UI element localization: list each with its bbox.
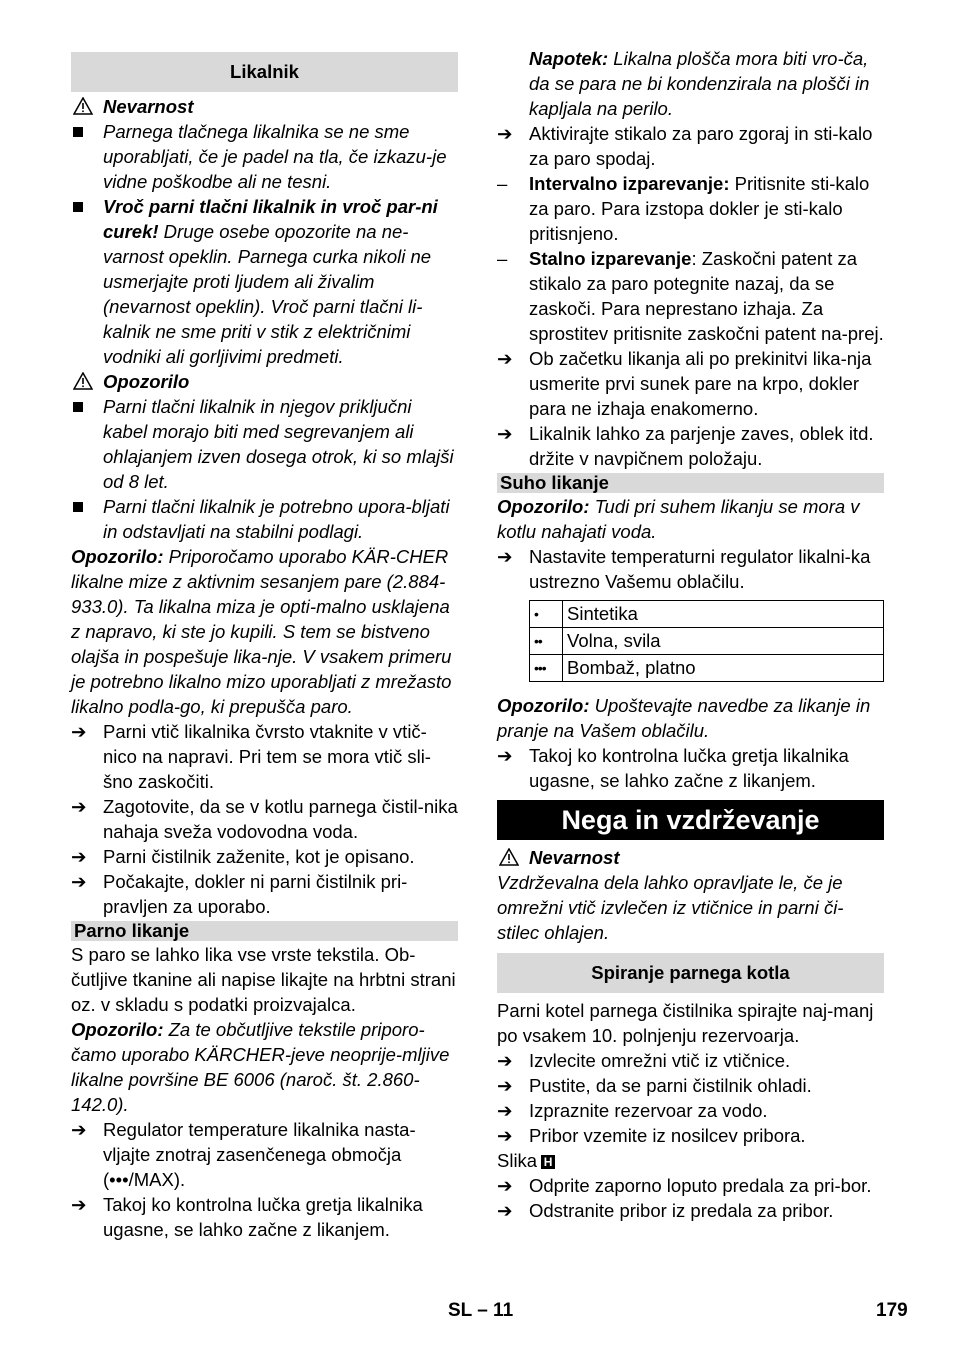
- bullet-text: Parni tlačni likalnik in njegov priključni kabel morajo biti med segrevanjem ali ohlajanjem izven dosega otrok, ki so mlajši od 8 let.: [103, 396, 454, 492]
- step-item: [497, 1198, 884, 1223]
- chapter-heading-nega: Nega in vzdrževanje: [497, 800, 884, 840]
- dash-bullet-icon: –: [497, 248, 508, 269]
- step-text: Počakajte, dokler ni parni čistilnik pri-pravljen za uporabo.: [103, 871, 408, 917]
- dash-text: : Zaskočni patent za stikalo za paro potegnite nazaj, da se zaskoči. Para neprestano izhaja. Za sprostitev pritisnite zaskočni patent na-prej.: [529, 248, 884, 344]
- bullet-text: Druge osebe opozorite na ne-varnost opeklin. Parnega curka nikoli ne usmerjajte proti ljudem ali živalim (nevarnost opeklin). Vroč parni tlačni li-kalnik ne sme priti v stik z električnimi vodniki ali gorljivimi predmeti.: [103, 221, 432, 367]
- step-item: [497, 121, 884, 171]
- step-text: Likalnik lahko za parjenje zaves, oblek itd. držite v navpičnem položaju.: [529, 423, 874, 469]
- page-label: SL – 11: [448, 1300, 514, 1321]
- danger-notice: [71, 94, 458, 119]
- right-column: [497, 46, 884, 1223]
- dash-item: [497, 171, 884, 246]
- arrow-right-icon: ➔: [71, 871, 87, 892]
- square-bullet-icon: [71, 194, 99, 219]
- step-item: [497, 1123, 884, 1148]
- bullet-item: [71, 394, 458, 494]
- step-text: Parni vtič likalnika čvrsto vtaknite v vtič-nico na napravi. Pri tem se mora vtič sli-šno zaskočiti.: [103, 721, 431, 792]
- note-text: Upoštevajte navedbe za likanje in pranje na Vašem oblačilu.: [497, 695, 871, 741]
- arrow-right-icon: ➔: [71, 1119, 87, 1140]
- dash-bold-text: Intervalno izparevanje:: [529, 173, 730, 194]
- table-cell-label: Bombaž, platno: [563, 655, 884, 682]
- figure-letter-badge: H: [541, 1155, 555, 1169]
- figure-reference: [497, 1148, 884, 1173]
- dash-bold-text: Stalno izparevanje: [529, 248, 692, 269]
- bullet-item: [71, 194, 458, 369]
- dash-item: [497, 246, 884, 346]
- step-text: Aktivirajte stikalo za paro zgoraj in sti-kalo za paro spodaj.: [529, 123, 873, 169]
- danger-notice: [497, 845, 884, 870]
- left-column: [71, 52, 458, 1242]
- warning-label: Opozorilo: [103, 371, 190, 392]
- arrow-right-icon: ➔: [497, 423, 513, 444]
- arrow-right-icon: ➔: [497, 1075, 513, 1096]
- dash-bullet-icon: –: [497, 173, 508, 194]
- table-row: [530, 628, 884, 655]
- step-item: [497, 743, 884, 793]
- temperature-table: [529, 600, 884, 682]
- arrow-right-icon: ➔: [497, 745, 513, 766]
- warning-triangle-icon: [73, 372, 93, 390]
- step-text: Izpraznite rezervoar za vodo.: [529, 1100, 768, 1121]
- step-text: Pustite, da se parni čistilnik ohladi.: [529, 1075, 812, 1096]
- step-text: Regulator temperature likalnika nasta-vljajte znotraj zasenčenega območja (•••/MAX).: [103, 1119, 416, 1190]
- step-item: [71, 1117, 458, 1192]
- step-text: Takoj ko kontrolna lučka gretja likalnika ugasne, se lahko začne z likanjem.: [529, 745, 849, 791]
- warning-triangle-icon: [499, 848, 519, 866]
- note-paragraph: [497, 494, 884, 544]
- note-label: Napotek:: [529, 48, 609, 69]
- square-bullet-icon: [71, 394, 99, 419]
- arrow-right-icon: ➔: [497, 546, 513, 567]
- paragraph: Parni kotel parnega čistilnika spirajte naj-manj po vsakem 10. polnjenju rezervoarja.: [497, 1000, 874, 1046]
- step-item: [497, 421, 884, 471]
- step-text: Izvlecite omrežni vtič iz vtičnice.: [529, 1050, 791, 1071]
- step-text: Nastavite temperaturni regulator likalni-ka ustrezno Vašemu oblačilu.: [529, 546, 871, 592]
- bullet-item: [71, 494, 458, 544]
- subsection-heading-parno-likanje: Parno likanje: [71, 921, 458, 941]
- arrow-right-icon: ➔: [71, 721, 87, 742]
- step-item: [497, 1173, 884, 1198]
- arrow-right-icon: ➔: [71, 846, 87, 867]
- table-row: [530, 655, 884, 682]
- step-item: [497, 1073, 884, 1098]
- step-item: [497, 544, 884, 594]
- section-heading-spiranje: Spiranje parnega kotla: [497, 953, 884, 993]
- step-item: [71, 869, 458, 919]
- bullet-text: Parnega tlačnega likalnika se ne sme uporabljati, če je padel na tla, če izkazu-je vidne poškodbe ali ne tesni.: [103, 121, 447, 192]
- step-item: [71, 844, 458, 869]
- step-item: [497, 1048, 884, 1073]
- step-item: [71, 794, 458, 844]
- warning-notice: [71, 369, 458, 394]
- square-bullet-icon: [71, 119, 99, 144]
- paragraph: S paro se lahko lika vse vrste tekstila. Ob-čutljive tkanine ali napise likajte na hrbtni strani oz. v skladu s podatki proizvajalca.: [71, 944, 456, 1015]
- step-text: Takoj ko kontrolna lučka gretja likalnika ugasne, se lahko začne z likanjem.: [103, 1194, 423, 1240]
- step-text: Ob začetku likanja ali po prekinitvi lika-nja usmerite prvi sunek pare na krpo, dokler para ne izhaja enakomerno.: [529, 348, 872, 419]
- arrow-right-icon: ➔: [497, 1050, 513, 1071]
- table-cell-symbol: •: [530, 601, 563, 628]
- note-text: Tudi pri suhem likanju se mora v kotlu nahajati voda.: [497, 496, 860, 542]
- table-cell-symbol: •••: [530, 655, 563, 682]
- note-label: Opozorilo:: [71, 546, 164, 567]
- note-paragraph: [71, 1017, 458, 1117]
- step-text: Odstranite pribor iz predala za pribor.: [529, 1200, 834, 1221]
- table-cell-label: Volna, svila: [563, 628, 884, 655]
- step-text: Pribor vzemite iz nosilcev pribora.: [529, 1125, 806, 1146]
- note-paragraph: [497, 693, 884, 743]
- bullet-item: [71, 119, 458, 194]
- square-bullet-icon: [71, 494, 99, 519]
- figure-label: Slika: [497, 1150, 538, 1171]
- arrow-right-icon: ➔: [497, 123, 513, 144]
- page-number: 179: [876, 1300, 908, 1321]
- arrow-right-icon: ➔: [497, 1200, 513, 1221]
- note-label: Opozorilo:: [497, 695, 590, 716]
- step-text: Parni čistilnik zaženite, kot je opisano.: [103, 846, 415, 867]
- arrow-right-icon: ➔: [497, 1175, 513, 1196]
- note-paragraph: [497, 46, 884, 121]
- arrow-right-icon: ➔: [71, 796, 87, 817]
- arrow-right-icon: ➔: [497, 1125, 513, 1146]
- arrow-right-icon: ➔: [71, 1194, 87, 1215]
- bullet-bold-text: Vroč parni tlačni likalnik in vroč par-ni curek!: [103, 196, 438, 242]
- step-item: [71, 719, 458, 794]
- warning-triangle-icon: [73, 97, 93, 115]
- arrow-right-icon: ➔: [497, 1100, 513, 1121]
- note-text: Priporočamo uporabo KÄR-CHER likalne mize z aktivnim sesanjem pare (2.884-933.0). Ta likalna miza je opti-malno usklajena z napravo, ki ste jo kupili. S tem se bistveno olajša in pospešuje lika-nje. V vsakem primeru je potrebno likalno mizo uporabljati z mrežasto likalno podla-go, ki prepušča paro.: [71, 546, 452, 717]
- arrow-right-icon: ➔: [497, 348, 513, 369]
- note-label: Opozorilo:: [71, 1019, 164, 1040]
- note-text: Za te občutljive tekstile priporo-čamo uporabo KÄRCHER-jeve neoprije-mljive likalne površine BE 6006 (naroč. št. 2.860-142.0).: [71, 1019, 450, 1115]
- note-label: Opozorilo:: [497, 496, 590, 517]
- step-text: Zagotovite, da se v kotlu parnega čistil-nika nahaja sveža vodovodna voda.: [103, 796, 458, 842]
- table-cell-label: Sintetika: [563, 601, 884, 628]
- step-text: Odprite zaporno loputo predala za pri-bor.: [529, 1175, 872, 1196]
- table-row: [530, 601, 884, 628]
- step-item: [71, 1192, 458, 1242]
- note-text: Likalna plošča mora biti vro-ča, da se para ne bi kondenzirala na plošči in kapljala na perilo.: [529, 48, 870, 119]
- dash-text: Pritisnite sti-kalo za paro. Para izstopa dokler je sti-kalo pritisnjeno.: [529, 173, 870, 244]
- table-cell-symbol: ••: [530, 628, 563, 655]
- section-heading-likalnik: Likalnik: [71, 52, 458, 92]
- danger-label: Nevarnost: [103, 96, 194, 117]
- danger-text: Vzdrževalna dela lahko opravljate le, če je omrežni vtič izvlečen iz vtičnice in parni či-stilec ohlajen.: [497, 872, 844, 943]
- step-item: [497, 1098, 884, 1123]
- note-paragraph: [71, 544, 458, 719]
- step-item: [497, 346, 884, 421]
- bullet-text: Parni tlačni likalnik je potrebno upora-bljati in odstavljati na stabilni podlagi.: [103, 496, 450, 542]
- danger-label: Nevarnost: [529, 847, 620, 868]
- subsection-heading-suho-likanje: Suho likanje: [497, 473, 884, 493]
